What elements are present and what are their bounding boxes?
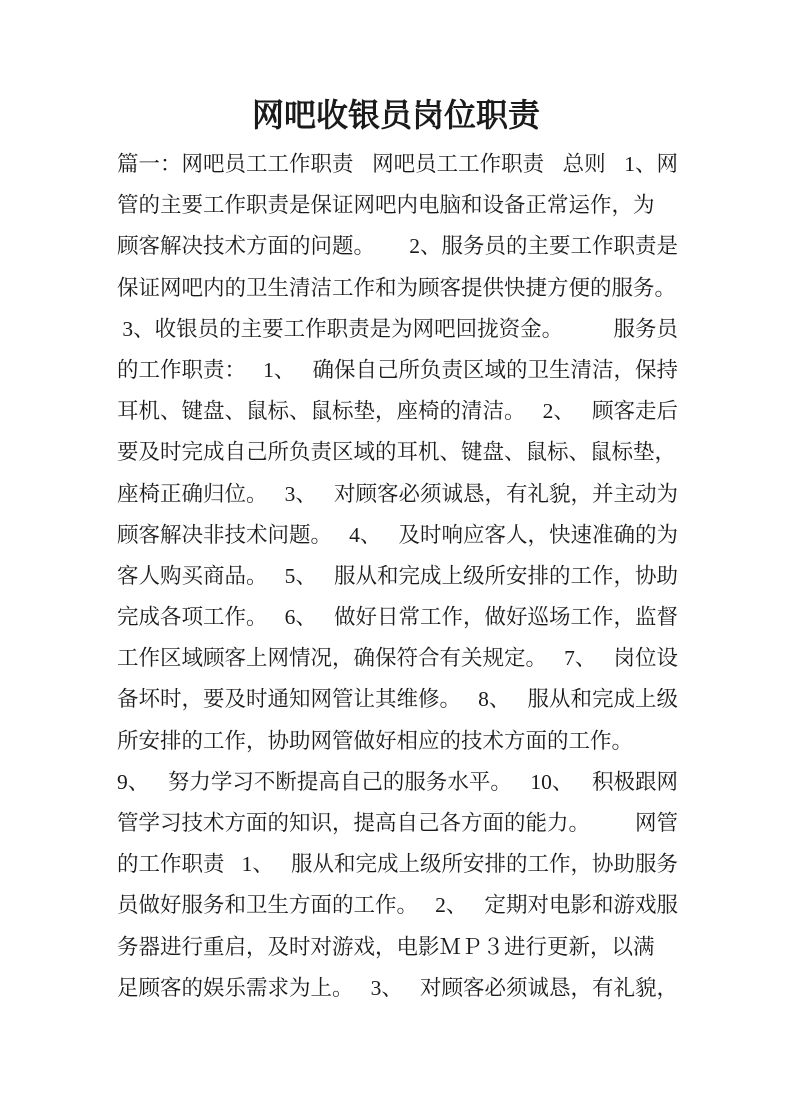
text-line xyxy=(117,432,678,473)
document-body xyxy=(117,144,678,1009)
text-line xyxy=(117,350,678,391)
text-segment: 7、 xyxy=(564,646,597,671)
text-segment: 耳机、键盘、鼠标、鼠标垫，座椅的清洁。 xyxy=(117,399,526,424)
text-segment: 5、 xyxy=(284,563,317,588)
text-segment: 做好日常工作，做好巡场工作，监督 xyxy=(333,605,678,630)
text-segment: 1、 xyxy=(263,357,296,382)
text-line xyxy=(117,144,678,185)
text-segment: 员做好服务和卫生方面的工作。 xyxy=(117,893,419,918)
text-segment: 所安排的工作，协助网管做好相应的技术方面的工作。 xyxy=(117,728,634,753)
text-segment: 的工作职责： xyxy=(117,357,247,382)
text-segment: 2、 xyxy=(435,893,468,918)
text-segment: 服从和完成上级所安排的工作，协助服务 xyxy=(290,852,678,877)
text-line xyxy=(117,391,678,432)
text-segment: 顾客解决非技术问题。 xyxy=(117,522,333,547)
text-segment: 3、 xyxy=(370,975,403,1000)
text-line xyxy=(117,762,678,803)
text-line xyxy=(117,638,678,679)
text-segment: 座椅正确归位。 xyxy=(117,481,268,506)
text-line xyxy=(117,885,678,926)
text-segment: 1、网 xyxy=(624,152,678,176)
text-segment: 网管 xyxy=(634,811,678,835)
text-segment: 2、服务员的主要工作职责是 xyxy=(409,234,678,259)
text-segment: 篇一：网吧员工工作职责 xyxy=(117,152,354,176)
text-segment: 10、 xyxy=(530,769,574,794)
text-segment: 1、 xyxy=(241,852,274,877)
text-segment: 备坏时，要及时通知网管让其维修。 xyxy=(117,687,462,712)
text-line xyxy=(117,185,678,226)
text-segment: 9、 xyxy=(117,769,150,794)
text-segment: 3、收银员的主要工作职责是为网吧回拢资金。 xyxy=(117,316,564,341)
text-segment: 管学习技术方面的知识，提高自己各方面的能力。 xyxy=(117,811,591,835)
document-title: 网吧收银员岗位职责 xyxy=(251,97,540,133)
text-segment: 定期对电影和游戏服 xyxy=(484,893,678,918)
text-line xyxy=(117,803,678,844)
text-segment: 工作区域顾客上网情况，确保符合有关规定。 xyxy=(117,646,548,671)
text-segment: 对顾客必须诚恳，有礼貌， xyxy=(419,975,678,1000)
text-segment: 总则 xyxy=(562,152,606,176)
text-line xyxy=(117,309,678,350)
text-segment: 3、 xyxy=(284,481,317,506)
text-segment: 保证网吧内的卫生清洁工作和为顾客提供快捷方便的服务。 xyxy=(117,275,677,300)
text-segment: 岗位设 xyxy=(613,646,678,671)
text-segment: 8、 xyxy=(478,687,511,712)
text-line xyxy=(117,679,678,720)
text-segment: 务器进行重启，及时对游戏，电影ＭＰ３进行更新，以满 xyxy=(117,934,655,959)
text-segment: 的工作职责 xyxy=(117,852,225,877)
text-segment: 服从和完成上级所安排的工作，协助 xyxy=(333,563,678,588)
text-segment: 及时响应客人，快速准确的为 xyxy=(398,522,678,547)
text-segment: 足顾客的娱乐需求为上。 xyxy=(117,975,354,1000)
text-line xyxy=(117,226,678,267)
text-line xyxy=(117,268,678,309)
text-line xyxy=(117,474,678,515)
text-segment: 6、 xyxy=(284,605,317,630)
text-segment: 积极跟网 xyxy=(591,769,678,794)
text-segment: 努力学习不断提高自己的服务水平。 xyxy=(167,769,512,794)
text-segment: 服务员 xyxy=(613,316,678,341)
text-segment: 顾客解决技术方面的问题。 xyxy=(117,234,376,259)
text-segment: 服从和完成上级 xyxy=(527,687,678,712)
text-segment: 管的主要工作职责是保证网吧内电脑和设备正常运作，为 xyxy=(117,193,655,218)
text-segment: 网吧员工工作职责 xyxy=(372,152,545,176)
text-line xyxy=(117,844,678,885)
text-line xyxy=(117,968,678,1009)
text-segment: 4、 xyxy=(349,522,382,547)
text-segment: 客人购买商品。 xyxy=(117,563,268,588)
text-line xyxy=(117,721,678,762)
text-line xyxy=(117,556,678,597)
text-segment: 要及时完成自己所负责区域的耳机、键盘、鼠标、鼠标垫， xyxy=(117,440,677,465)
text-segment: 确保自己所负责区域的卫生清洁，保持 xyxy=(312,357,678,382)
text-line xyxy=(117,597,678,638)
text-segment: 完成各项工作。 xyxy=(117,605,268,630)
text-segment: 顾客走后 xyxy=(591,399,678,424)
text-segment: 对顾客必须诚恳，有礼貌，并主动为 xyxy=(333,481,678,506)
text-line xyxy=(117,927,678,968)
text-segment: 2、 xyxy=(542,399,575,424)
text-line xyxy=(117,515,678,556)
